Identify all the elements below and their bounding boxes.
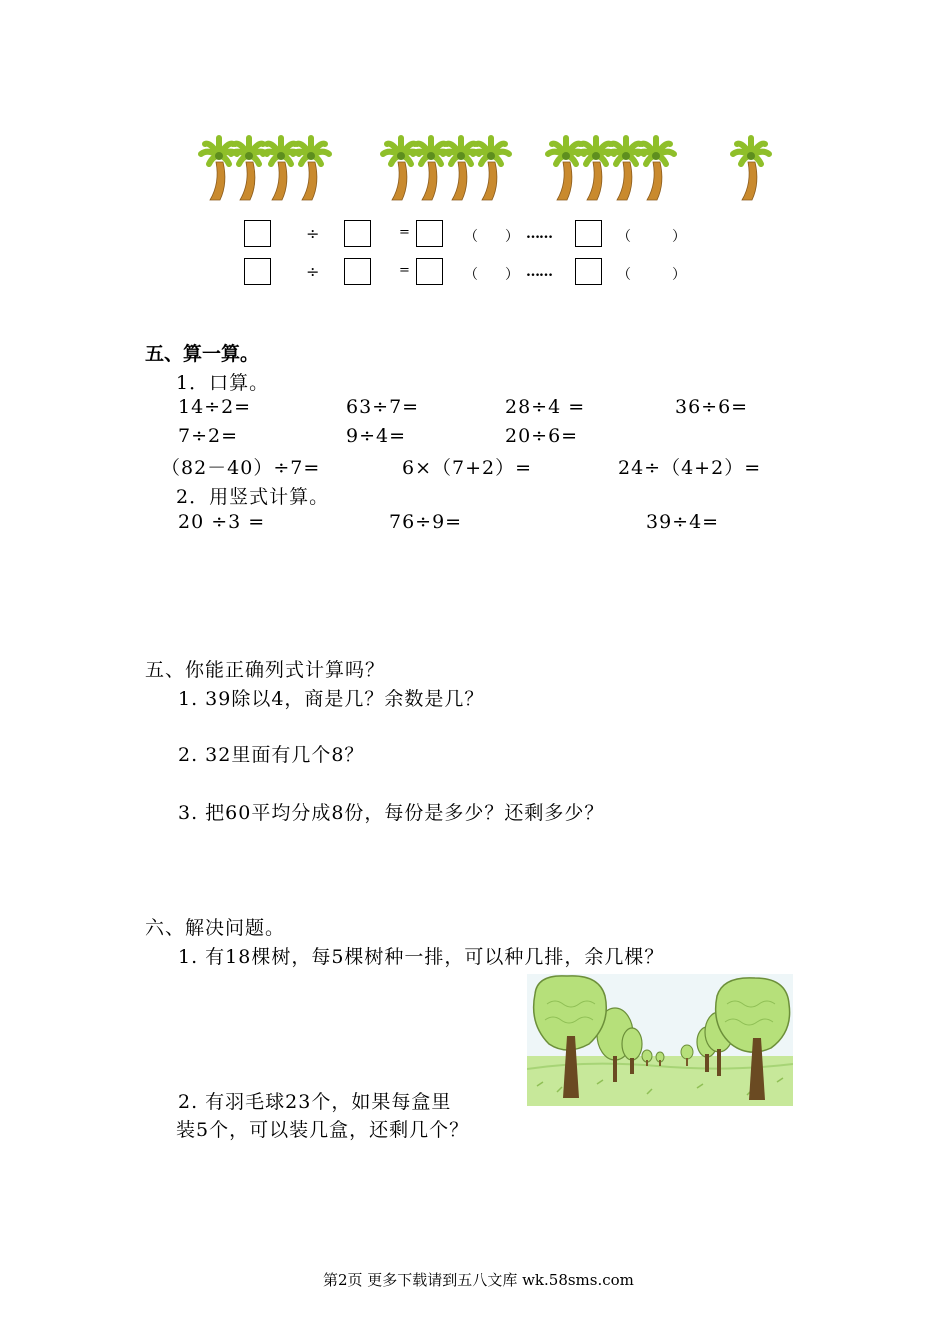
part-title-vertical: 2．用竖式计算。 (176, 486, 330, 508)
oral-problem: 36÷6= (675, 396, 749, 418)
answer-box[interactable] (244, 220, 271, 247)
oral-problem: 7÷2= (178, 425, 239, 447)
answer-box[interactable] (416, 220, 443, 247)
answer-box[interactable] (344, 258, 371, 285)
answer-box[interactable] (416, 258, 443, 285)
oral-problem: 6×（7+2）= (402, 457, 533, 479)
palm-tree-icon (293, 138, 329, 200)
word-problem-line: 2. 有羽毛球23个，如果每盒里 (178, 1091, 452, 1113)
palm-tree-icon (443, 138, 479, 200)
paren-right: ） (505, 229, 519, 245)
palm-tree-illustration (190, 128, 780, 212)
oral-problem: 24÷（4+2）= (618, 457, 762, 479)
equals-sign: = (399, 225, 410, 240)
word-problem: 1. 有18棵树，每5棵树种一排，可以种几排，余几棵？ (178, 946, 665, 968)
palm-tree-icon (473, 138, 509, 200)
page-footer: 第2页 更多下载请到五八文库 wk.58sms.com (323, 1271, 634, 1289)
palm-tree-icon (548, 138, 584, 200)
palm-tree-icon (263, 138, 299, 200)
palm-tree-icon (201, 138, 237, 200)
palm-tree-icon (733, 138, 769, 200)
palm-trees-svg (190, 128, 780, 212)
divide-sign: ÷ (306, 262, 320, 281)
remainder-dots: …… (526, 264, 552, 280)
oral-problem: 9÷4= (346, 425, 407, 447)
paren-left: （ (617, 229, 631, 245)
oral-problem: 28÷4 = (505, 396, 586, 418)
answer-box[interactable] (244, 258, 271, 285)
section-title-problems: 六、解决问题。 (145, 917, 286, 939)
divide-sign: ÷ (306, 224, 320, 243)
tree-landscape-image (527, 974, 793, 1106)
paren-right: ） (672, 267, 686, 283)
section-title-equation: 五、你能正确列式计算吗？ (145, 659, 386, 681)
palm-tree-icon (231, 138, 267, 200)
palm-tree-icon (638, 138, 674, 200)
vertical-problem: 76÷9= (389, 511, 463, 533)
tree-landscape-svg (527, 974, 793, 1106)
answer-box[interactable] (575, 220, 602, 247)
section-title-calc: 五、算一算。 (145, 343, 260, 365)
remainder-dots: …… (526, 226, 552, 242)
oral-problem: 63÷7= (346, 396, 420, 418)
palm-tree-icon (383, 138, 419, 200)
answer-box[interactable] (344, 220, 371, 247)
paren-right: ） (672, 229, 686, 245)
paren-left: （ (617, 267, 631, 283)
equation-question: 2. 32里面有几个8？ (178, 744, 365, 766)
equals-sign: = (399, 263, 410, 278)
part-title-oral: 1．口算。 (176, 372, 270, 394)
oral-problem: （82－40）÷7= (161, 457, 321, 479)
palm-tree-icon (578, 138, 614, 200)
oral-problem: 20÷6= (505, 425, 579, 447)
equation-question: 3. 把60平均分成8份，每份是多少？还剩多少？ (178, 802, 605, 824)
vertical-problem: 39÷4= (646, 511, 720, 533)
oral-problem: 14÷2= (178, 396, 252, 418)
equation-question: 1. 39除以4，商是几？余数是几？ (178, 688, 485, 710)
word-problem-line: 装5个，可以装几盒，还剩几个？ (176, 1119, 470, 1141)
paren-right: ） (505, 267, 519, 283)
vertical-problem: 20 ÷3 = (178, 511, 266, 533)
paren-left: （ (464, 267, 478, 283)
answer-box[interactable] (575, 258, 602, 285)
palm-tree-icon (608, 138, 644, 200)
palm-tree-icon (413, 138, 449, 200)
paren-left: （ (464, 229, 478, 245)
